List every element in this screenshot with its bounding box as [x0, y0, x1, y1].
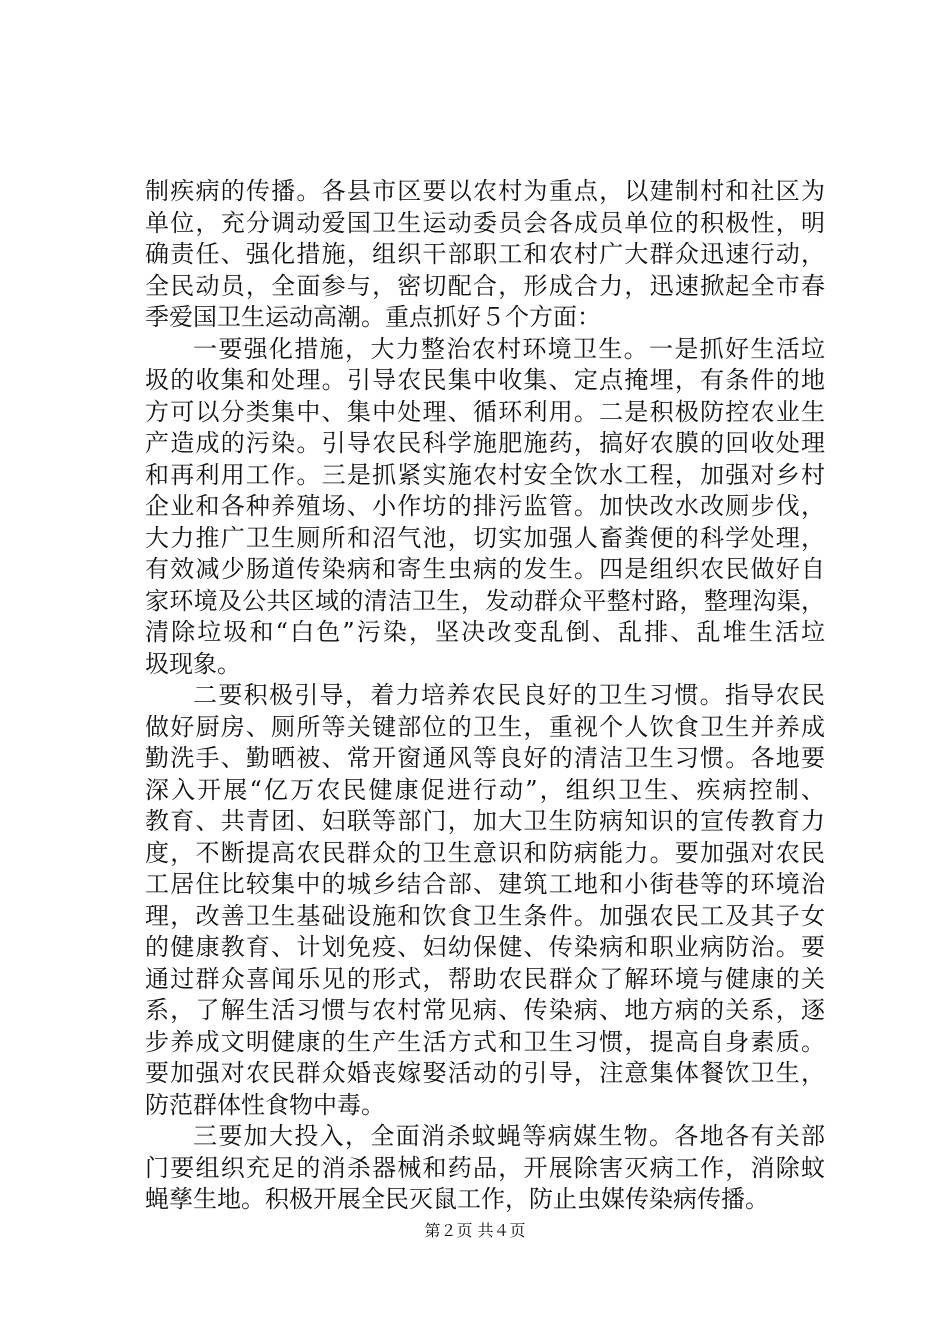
- text-line: 制疾病的传播。各县市区要以农村为重点，以建制村和社区为: [145, 177, 825, 205]
- text-line: 二要积极引导，着力培养农民良好的卫生习惯。指导农民: [193, 681, 825, 709]
- text-line: 教育、共青团、妇联等部门，加大卫生防病知识的宣传教育力: [145, 807, 825, 835]
- text-line: 大力推广卫生厕所和沼气池，切实加强人畜粪便的科学处理，: [145, 523, 825, 552]
- text-line: 和再利用工作。三是抓紧实施农村安全饮水工程，加强对乡村: [145, 460, 825, 489]
- text-line: 全民动员，全面参与，密切配合，形成合力，迅速掀起全市春: [145, 271, 825, 300]
- text-line: 度，不断提高农民群众的卫生意识和防病能力。要加强对农民: [145, 838, 825, 867]
- text-line: 门要组织充足的消杀器械和药品，开展除害灭病工作，消除蚊: [145, 1153, 825, 1182]
- text-line: 工居住比较集中的城乡结合部、建筑工地和小街巷等的环境治: [145, 870, 825, 898]
- text-line: 理，改善卫生基础设施和饮食卫生条件。加强农民工及其子女: [145, 901, 825, 930]
- text-line: 产造成的污染。引导农民科学施肥施药，搞好农膜的回收处理: [145, 429, 825, 457]
- document-body: [145, 176, 825, 1216]
- text-line: 家环境及公共区域的清洁卫生，发动群众平整村路，整理沟渠，: [145, 586, 825, 615]
- text-line: 的健康教育、计划免疫、妇幼保健、传染病和职业病防治。要: [145, 933, 825, 961]
- text-line: 勤洗手、勤晒被、常开窗通风等良好的清洁卫生习惯。各地要: [145, 744, 825, 772]
- text-line: 通过群众喜闻乐见的形式，帮助农民群众了解环境与健康的关: [145, 964, 825, 993]
- text-line: 系，了解生活习惯与农村常见病、传染病、地方病的关系，逐: [145, 996, 825, 1024]
- text-line: 有效减少肠道传染病和寄生虫病的发生。四是组织农民做好自: [145, 555, 825, 583]
- text-line: 圾现象。: [145, 649, 241, 678]
- page-number-footer: 第２页 共４页: [424, 1221, 526, 1240]
- text-line: 清除垃圾和“白色”污染，坚决改变乱倒、乱排、乱堆生活垃: [145, 618, 825, 646]
- text-line: 步养成文明健康的生产生活方式和卫生习惯，提高自身素质。: [145, 1027, 825, 1056]
- text-line: 蝇孳生地。积极开展全民灭鼠工作，防止虫媒传染病传播。: [145, 1185, 769, 1213]
- text-line: 防范群体性食物中毒。: [145, 1090, 385, 1119]
- text-line: 三要加大投入，全面消杀蚊蝇等病媒生物。各地各有关部: [193, 1122, 825, 1150]
- text-line: 圾的收集和处理。引导农民集中收集、定点掩埋，有条件的地: [145, 366, 825, 394]
- text-line: 做好厨房、厕所等关键部位的卫生，重视个人饮食卫生并养成: [145, 712, 825, 741]
- text-line: 方可以分类集中、集中处理、循环利用。二是积极防控农业生: [145, 397, 825, 426]
- text-line: 季爱国卫生运动高潮。重点抓好５个方面：: [145, 303, 601, 331]
- text-line: 要加强对农民群众婚丧嫁娶活动的引导，注意集体餐饮卫生，: [145, 1059, 825, 1087]
- text-line: 单位，充分调动爱国卫生运动委员会各成员单位的积极性，明: [145, 208, 825, 237]
- text-line: 确责任、强化措施，组织干部职工和农村广大群众迅速行动，: [145, 240, 825, 268]
- text-line: 深入开展“亿万农民健康促进行动”，组织卫生、疾病控制、: [145, 775, 825, 804]
- text-line: 一要强化措施，大力整治农村环境卫生。一是抓好生活垃: [193, 334, 825, 363]
- text-line: 企业和各种养殖场、小作坊的排污监管。加快改水改厕步伐，: [145, 492, 825, 520]
